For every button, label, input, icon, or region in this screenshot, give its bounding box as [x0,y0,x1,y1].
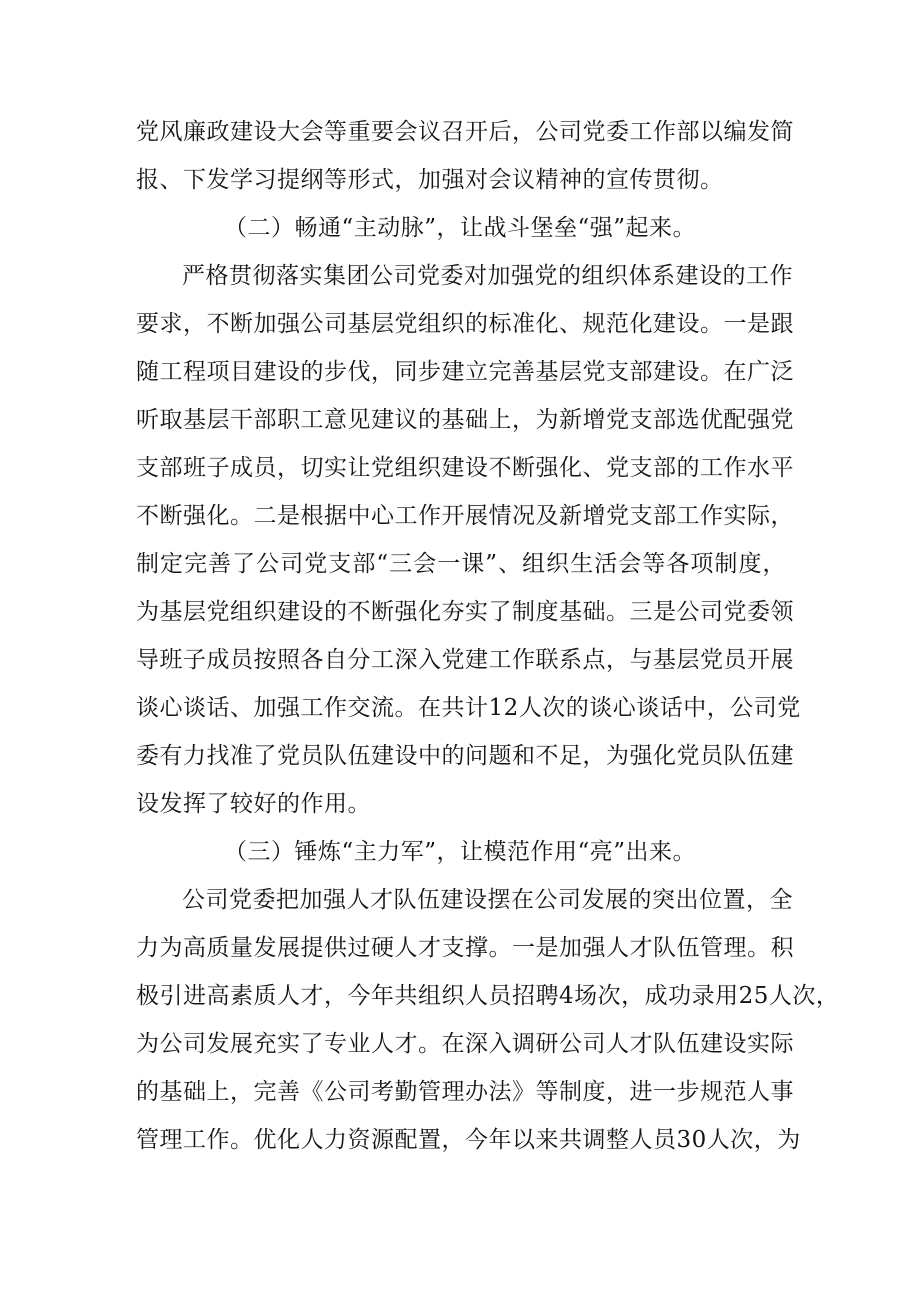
paragraph-line: 听取基层干部职工意见建议的基础上，为新增党支部选优配强党 [136,407,794,433]
section-heading-2: （二）畅通“主动脉”，让战斗堡垒“强”起来。 [223,215,697,241]
paragraph-line: 公司党委把加强人才队伍建设摆在公司发展的突出位置，全 [182,887,793,913]
paragraph-line: 为基层党组织建设的不断强化夯实了制度基础。三是公司党委领 [136,599,794,625]
paragraph-line: 报、下发学习提纲等形式，加强对会议精神的宣传贯彻。 [136,167,724,193]
paragraph-line: 为公司发展充实了专业人才。在深入调研公司人才队伍建设实际 [136,1031,794,1057]
paragraph-line: 导班子成员按照各自分工深入党建工作联系点，与基层党员开展 [136,647,794,673]
paragraph-line: 严格贯彻落实集团公司党委对加强党的组织体系建设的工作 [182,263,793,289]
paragraph-line: 要求，不断加强公司基层党组织的标准化、规范化建设。一是跟 [136,311,794,337]
paragraph-line: 管理工作。优化人力资源配置，今年以来共调整人员30人次，为 [136,1127,801,1153]
paragraph-line: 极引进高素质人才，今年共组织人员招聘4场次，成功录用25人次， [136,983,840,1009]
paragraph-line: 谈心谈话、加强工作交流。在共计12人次的谈心谈话中，公司党 [136,695,801,721]
paragraph-line: 的基础上，完善《公司考勤管理办法》等制度，进一步规范人事 [136,1079,794,1105]
paragraph-line: 随工程项目建设的步伐，同步建立完善基层党支部建设。在广泛 [136,359,794,385]
paragraph-line: 委有力找准了党员队伍建设中的问题和不足，为强化党员队伍建 [136,743,794,769]
section-heading-3: （三）锤炼“主力军”，让模范作用“亮”出来。 [223,839,697,865]
paragraph-line: 党风廉政建设大会等重要会议召开后，公司党委工作部以编发简 [136,119,794,145]
paragraph-line: 设发挥了较好的作用。 [136,791,371,817]
paragraph-line: 力为高质量发展提供过硬人才支撑。一是加强人才队伍管理。积 [136,935,794,961]
paragraph-line: 制定完善了公司党支部“三会一课”、组织生活会等各项制度， [136,551,786,577]
paragraph-line: 支部班子成员，切实让党组织建设不断强化、党支部的工作水平 [136,455,794,481]
paragraph-line: 不断强化。二是根据中心工作开展情况及新增党支部工作实际， [136,503,794,529]
